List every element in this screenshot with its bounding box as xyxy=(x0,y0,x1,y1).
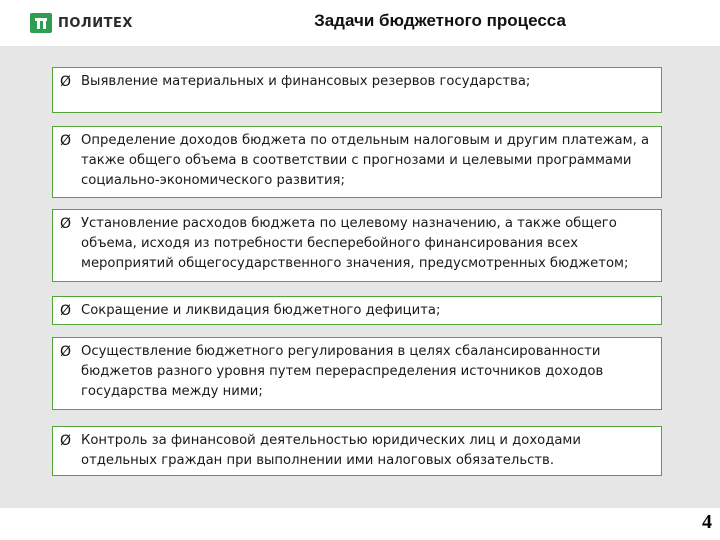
politech-logo xyxy=(30,12,133,34)
task-item-1 xyxy=(52,67,662,113)
bullet-arrow-icon: Ø xyxy=(60,216,72,232)
logo-text: ПОЛИТЕХ xyxy=(58,15,133,31)
slide-header xyxy=(0,0,720,46)
bullet-arrow-icon: Ø xyxy=(60,344,72,360)
task-item-5 xyxy=(52,337,662,410)
content-area xyxy=(0,46,720,508)
task-text: Контроль за финансовой деятельностью юридических лиц и доходами отдельных граждан при выполнении ими налоговых обязательств. xyxy=(81,433,581,468)
task-text: Осуществление бюджетного регулирования в целях сбалансированности бюджетов разного уровня путем перераспределения источников доходов государства между ними; xyxy=(81,344,604,399)
slide-title: Задачи бюджетного процесса xyxy=(314,11,566,30)
task-text: Установление расходов бюджета по целевому назначению, а также общего объема, исходя из потребности бесперебойного финансирования всех мероприятий общегосударственного значения, предусмотренных бюджетом; xyxy=(81,216,629,271)
task-item-3 xyxy=(52,209,662,282)
task-item-4 xyxy=(52,296,662,325)
task-item-6 xyxy=(52,426,662,476)
bullet-arrow-icon: Ø xyxy=(60,74,72,90)
bullet-arrow-icon: Ø xyxy=(60,303,72,319)
task-text: Выявление материальных и финансовых резервов государства; xyxy=(81,74,531,89)
task-text: Определение доходов бюджета по отдельным налоговым и другим платежам, а также общего объема в соответствии с прогнозами и целевыми программами социально-экономического развития; xyxy=(81,133,650,188)
bullet-arrow-icon: Ø xyxy=(60,133,72,149)
bullet-arrow-icon: Ø xyxy=(60,433,72,449)
task-item-2 xyxy=(52,126,662,198)
politech-logo-icon xyxy=(30,13,52,33)
page-number: 4 xyxy=(702,511,712,533)
task-text: Сокращение и ликвидация бюджетного дефицита; xyxy=(81,303,441,318)
